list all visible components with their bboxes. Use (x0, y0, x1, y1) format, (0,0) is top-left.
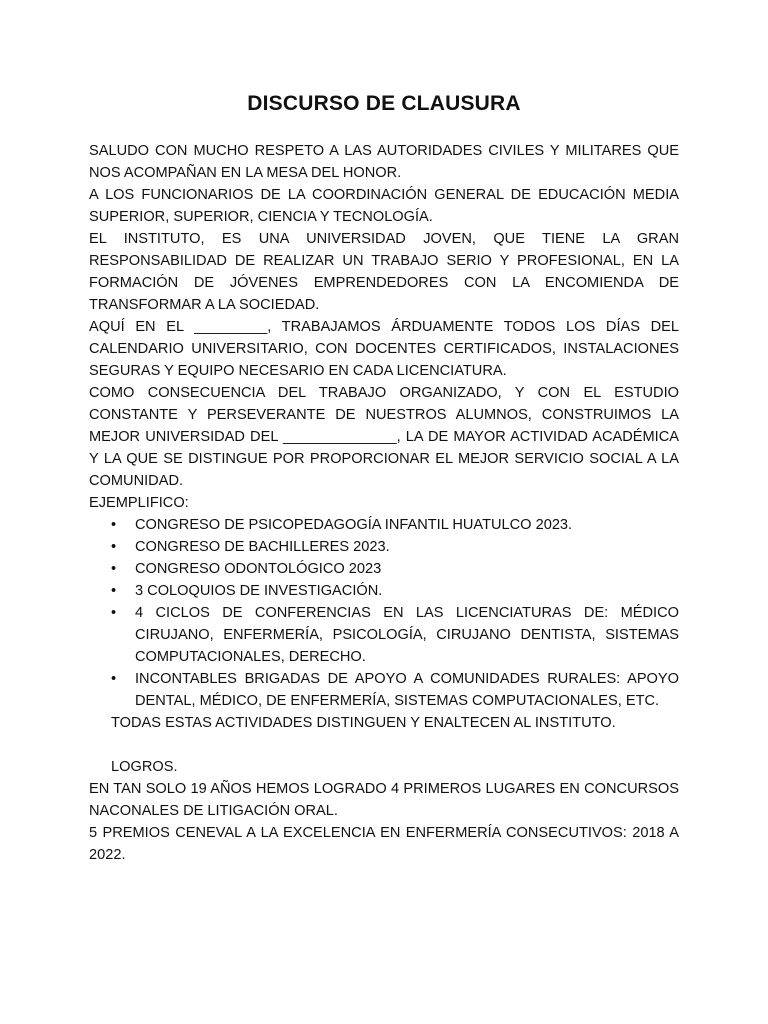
list-item-text: 4 CICLOS DE CONFERENCIAS EN LAS LICENCIATURAS DE: MÉDICO CIRUJANO, ENFERMERÍA, PSICOLOGÍA, CIRUJANO DENTISTA, SISTEMAS COMPUTACIONALES, DERECHO. (135, 605, 679, 665)
list-item-text: INCONTABLES BRIGADAS DE APOYO A COMUNIDADES RURALES: APOYO DENTAL, MÉDICO, DE ENFERMERÍA, SISTEMAS COMPUTACIONALES, ETC. (135, 671, 679, 709)
list-item-text: CONGRESO ODONTOLÓGICO 2023 (135, 561, 382, 577)
bullet-icon: • (111, 583, 117, 599)
list-item (111, 558, 679, 580)
bullet-icon: • (111, 539, 117, 555)
list-item (111, 536, 679, 558)
examples-heading: EJEMPLIFICO: (89, 495, 189, 511)
list-item-text: CONGRESO DE BACHILLERES 2023. (135, 539, 390, 555)
spacer (89, 734, 679, 756)
list-item (111, 668, 679, 712)
consequence-paragraph: COMO CONSECUENCIA DEL TRABAJO ORGANIZADO, Y CON EL ESTUDIO CONSTANTE Y PERSEVERANTE DE NUESTROS ALUMNOS, CONSTRUIMOS LA MEJOR UNIVERSIDAD DEL ______________, LA DE MAYOR ACTIVIDAD ACADÉMICA Y LA QUE SE DISTINGUE POR PROPORCIONAR EL MEJOR SERVICIO SOCIAL A LA COMUNIDAD. (89, 385, 679, 489)
bullet-icon: • (111, 605, 117, 621)
greeting-paragraph: SALUDO CON MUCHO RESPETO A LAS AUTORIDADES CIVILES Y MILITARES QUE NOS ACOMPAÑAN EN LA MESA DEL HONOR. (89, 143, 679, 181)
officials-paragraph: A LOS FUNCIONARIOS DE LA COORDINACIÓN GENERAL DE EDUCACIÓN MEDIA SUPERIOR, SUPERIOR, CIENCIA Y TECNOLOGÍA. (89, 187, 679, 225)
list-item-text: 3 COLOQUIOS DE INVESTIGACIÓN. (135, 583, 383, 599)
document-title: DISCURSO DE CLAUSURA (247, 92, 521, 115)
examples-list (89, 514, 679, 712)
list-item (111, 580, 679, 602)
bullet-icon: • (111, 671, 117, 687)
list-item (111, 602, 679, 668)
logros-paragraph-2: 5 PREMIOS CENEVAL A LA EXCELENCIA EN ENFERMERÍA CONSECUTIVOS: 2018 A 2022. (89, 825, 679, 863)
work-paragraph: AQUÍ EN EL _________, TRABAJAMOS ÁRDUAMENTE TODOS LOS DÍAS DEL CALENDARIO UNIVERSITARIO, CON DOCENTES CERTIFICADOS, INSTALACIONES SEGURAS Y EQUIPO NECESARIO EN CADA LICENCIATURA. (89, 319, 679, 379)
closing-line: TODAS ESTAS ACTIVIDADES DISTINGUEN Y ENALTECEN AL INSTITUTO. (111, 715, 616, 731)
list-item (111, 514, 679, 536)
institute-paragraph: EL INSTITUTO, ES UNA UNIVERSIDAD JOVEN, QUE TIENE LA GRAN RESPONSABILIDAD DE REALIZAR UN TRABAJO SERIO Y PROFESIONAL, EN LA FORMACIÓN DE JÓVENES EMPRENDEDORES CON LA ENCOMIENDA DE TRANSFORMAR A LA SOCIEDAD. (89, 231, 679, 313)
logros-heading: LOGROS. (111, 759, 178, 775)
list-item-text: CONGRESO DE PSICOPEDAGOGÍA INFANTIL HUATULCO 2023. (135, 517, 573, 533)
logros-paragraph-1: EN TAN SOLO 19 AÑOS HEMOS LOGRADO 4 PRIMEROS LUGARES EN CONCURSOS NACONALES DE LITIGACIÓN ORAL. (89, 781, 679, 819)
document-body (89, 140, 679, 866)
bullet-icon: • (111, 517, 117, 533)
bullet-icon: • (111, 561, 117, 577)
